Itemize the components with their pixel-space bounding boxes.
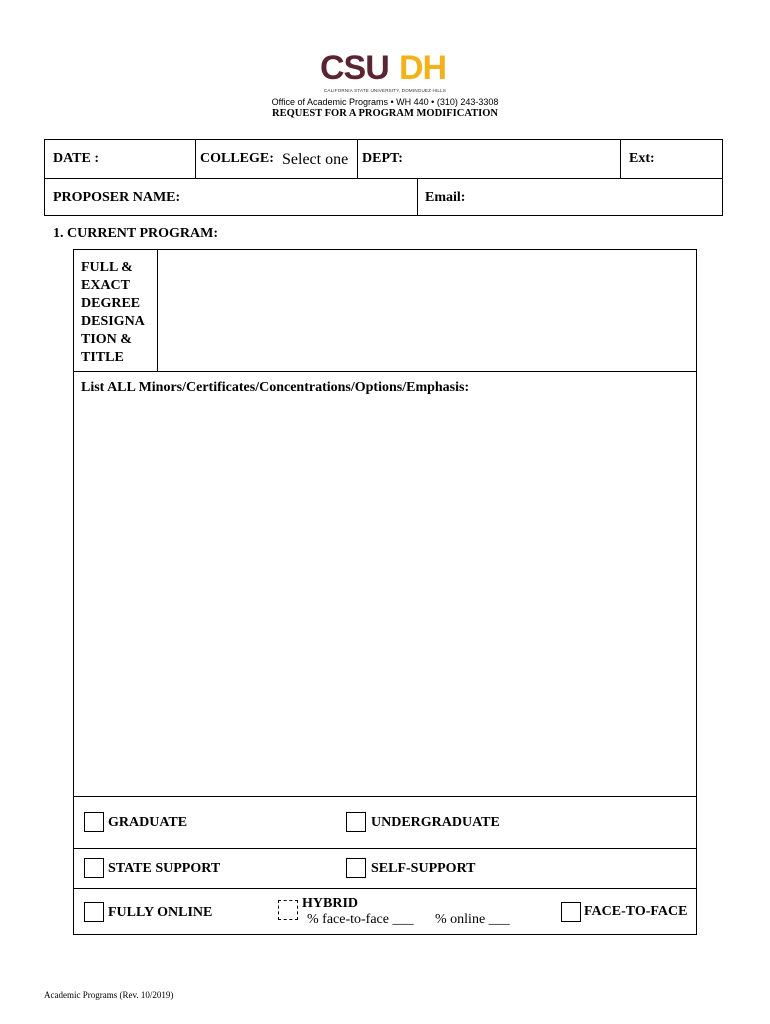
- logo-text-dh: DH: [399, 49, 447, 87]
- minors-list-input[interactable]: [78, 402, 692, 792]
- degree-designation-label: [81, 259, 145, 367]
- fully-online-checkbox[interactable]: [84, 902, 104, 922]
- college-select[interactable]: Select one: [282, 151, 349, 168]
- hybrid-online-percent: % online ___: [435, 912, 510, 927]
- header-info-table: [44, 139, 723, 216]
- dept-label: DEPT:: [362, 151, 403, 166]
- hybrid-face-to-face-percent: % face-to-face ___: [307, 912, 414, 927]
- table-divider: [417, 178, 418, 216]
- table-divider: [74, 796, 696, 797]
- fully-online-label: FULLY ONLINE: [108, 905, 213, 920]
- degree-label-line: FULL &: [81, 260, 133, 275]
- degree-label-line: TITLE: [81, 350, 124, 365]
- logo-text-csu: CSU: [320, 49, 389, 87]
- office-line: Office of Academic Programs • WH 440 • (310) 243-3308: [271, 97, 499, 107]
- section-current-program-heading: 1. CURRENT PROGRAM:: [53, 226, 219, 241]
- face-to-face-checkbox[interactable]: [561, 902, 581, 922]
- undergraduate-label: UNDERGRADUATE: [371, 815, 500, 830]
- hybrid-label: HYBRID: [302, 896, 359, 911]
- ext-label: Ext:: [629, 151, 655, 166]
- self-support-checkbox[interactable]: [346, 858, 366, 878]
- degree-label-line: EXACT: [81, 278, 131, 293]
- degree-label-line: TION &: [81, 332, 132, 347]
- footer-revision: Academic Programs (Rev. 10/2019): [44, 990, 174, 1000]
- state-support-checkbox[interactable]: [84, 858, 104, 878]
- email-label: Email:: [425, 190, 466, 205]
- table-divider: [74, 848, 696, 849]
- current-program-box: [73, 249, 697, 935]
- college-label: COLLEGE:: [200, 151, 274, 166]
- logo-subtitle: CALIFORNIA STATE UNIVERSITY, DOMINGUEZ HILLS: [323, 88, 447, 93]
- minors-list-label: List ALL Minors/Certificates/Concentrations/Options/Emphasis:: [81, 380, 470, 395]
- graduate-checkbox[interactable]: [84, 812, 104, 832]
- form-title: REQUEST FOR A PROGRAM MODIFICATION: [272, 108, 498, 119]
- date-label: DATE :: [53, 151, 100, 166]
- graduate-label: GRADUATE: [108, 815, 188, 830]
- table-divider: [74, 888, 696, 889]
- table-divider: [195, 140, 196, 178]
- table-divider: [74, 371, 696, 372]
- self-support-label: SELF-SUPPORT: [371, 861, 476, 876]
- undergraduate-checkbox[interactable]: [346, 812, 366, 832]
- face-to-face-label: FACE-TO-FACE: [584, 904, 688, 919]
- state-support-label: STATE SUPPORT: [108, 861, 221, 876]
- table-divider: [620, 140, 621, 178]
- table-divider: [357, 140, 358, 178]
- proposer-name-label: PROPOSER NAME:: [53, 190, 181, 205]
- table-divider: [157, 250, 158, 371]
- degree-label-line: DEGREE: [81, 296, 141, 311]
- degree-title-input[interactable]: [159, 252, 692, 369]
- hybrid-checkbox[interactable]: [278, 900, 298, 920]
- table-divider: [45, 178, 722, 179]
- csudh-logo: [320, 48, 450, 88]
- degree-label-line: DESIGNA: [81, 314, 145, 329]
